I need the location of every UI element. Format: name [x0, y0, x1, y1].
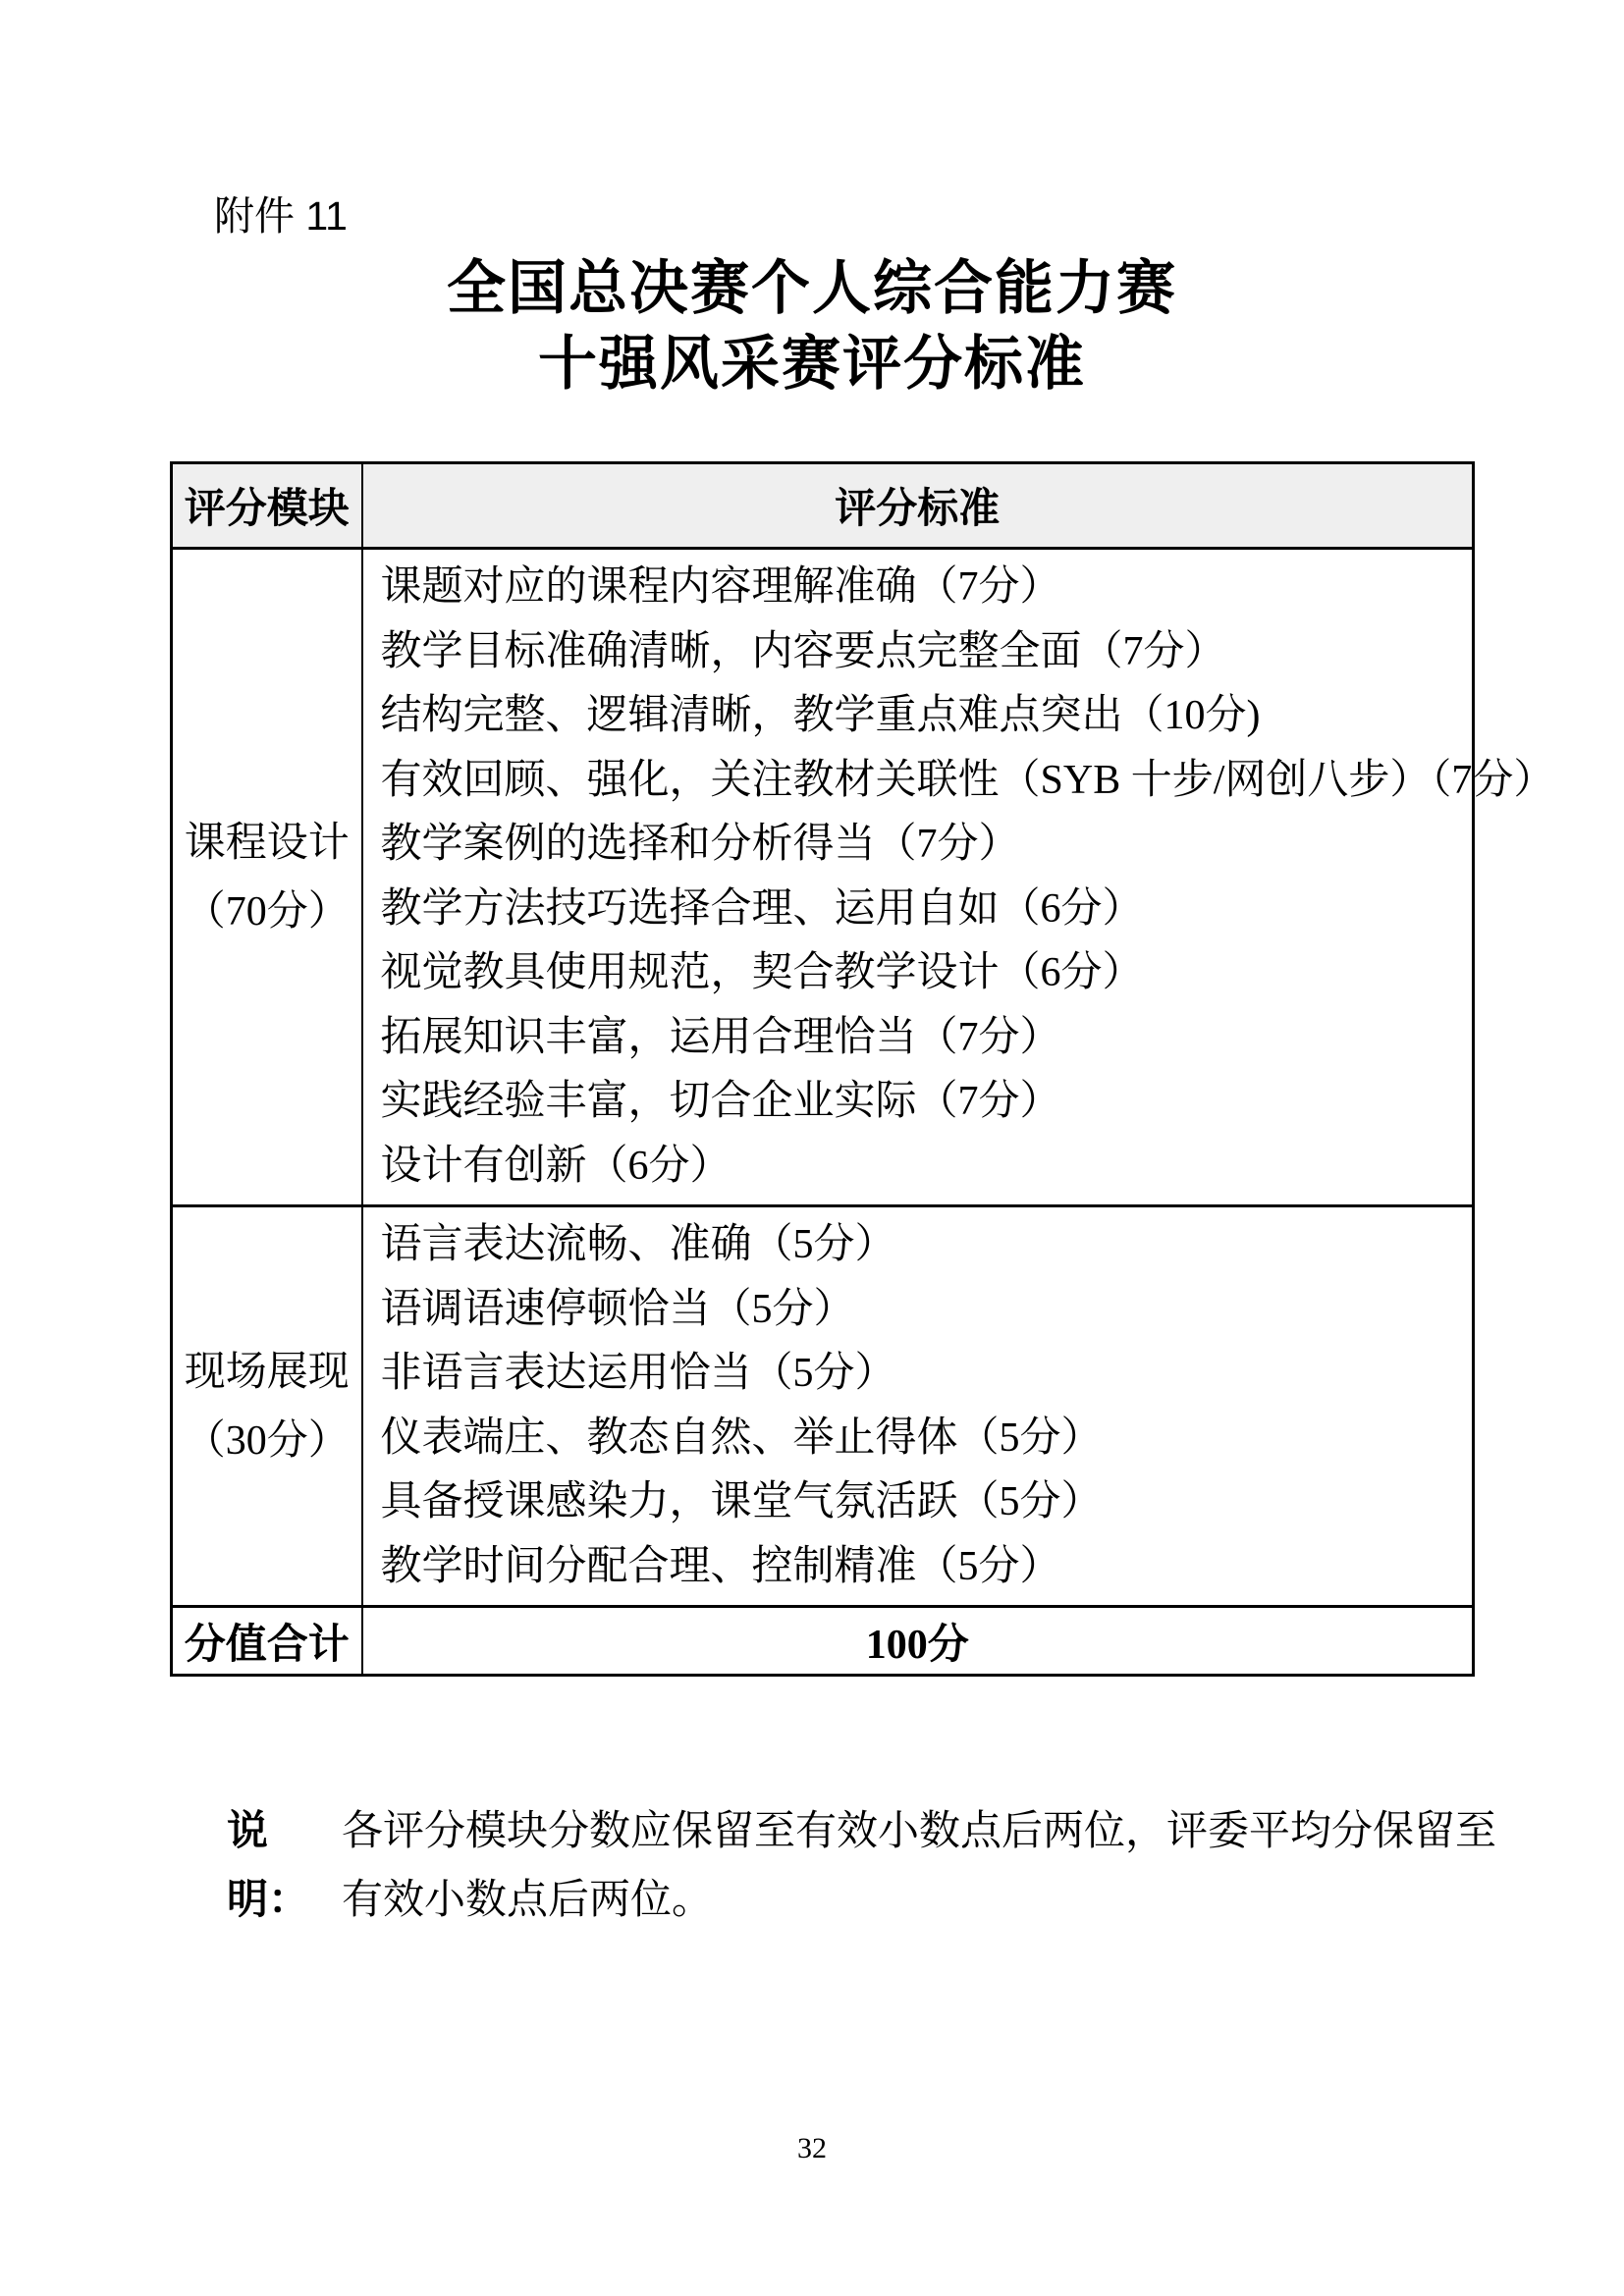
total-value: 100分 — [362, 1607, 1474, 1676]
criteria-cell-course-design — [362, 549, 1555, 1206]
criterion-item: 具备授课感染力，课堂气氛活跃（5分） — [380, 1479, 1103, 1524]
module-score: （70分） — [184, 888, 350, 934]
scoring-table — [170, 461, 1555, 1677]
criterion-item: 有效回顾、强化，关注教材关联性（SYB 十步/网创八步）（7分） — [380, 757, 1555, 803]
title-line-2: 十强风采赛评分标准 — [538, 332, 1086, 397]
criterion-item: 教学方法技巧选择合理、运用自如（6分） — [380, 885, 1144, 932]
module-name: 现场展现 — [184, 1349, 350, 1395]
note — [227, 1797, 1496, 1935]
criterion-item: 设计有创新（6分） — [380, 1143, 731, 1189]
criterion-item: 结构完整、逻辑清晰，教学重点难点突出（10分) — [380, 693, 1261, 738]
criterion-item: 教学目标准确清晰，内容要点完整全面（7分） — [380, 628, 1226, 674]
header-criteria: 评分标准 — [362, 463, 1474, 549]
note-body — [342, 1797, 1496, 1935]
module-cell-live-performance — [172, 1206, 362, 1607]
module-cell-course-design — [172, 549, 362, 1206]
criterion-item: 教学案例的选择和分析得当（7分） — [380, 822, 1020, 867]
note-line: 有效小数点后两位。 — [342, 1878, 714, 1923]
table-row-live-performance — [172, 1206, 1474, 1607]
total-label: 分值合计 — [172, 1607, 362, 1676]
criterion-item: 拓展知识丰富，运用合理恰当（7分） — [380, 1014, 1061, 1060]
criterion-item: 仪表端庄、教态自然、举止得体（5分） — [380, 1415, 1103, 1461]
note-label: 说明： — [227, 1809, 310, 1923]
title-line-1: 全国总决赛个人综合能力赛 — [447, 256, 1177, 321]
table-row-total — [172, 1607, 1474, 1676]
criterion-item: 实践经验丰富，切合企业实际（7分） — [380, 1079, 1061, 1124]
note-line: 各评分模块分数应保留至有效小数点后两位，评委平均分保留至 — [342, 1809, 1497, 1854]
criterion-item: 语言表达流畅、准确（5分） — [380, 1222, 896, 1267]
table-header-row — [172, 463, 1474, 549]
criterion-item: 语调语速停顿恰当（5分） — [380, 1286, 855, 1332]
page-number: 32 — [797, 2132, 827, 2164]
criterion-item: 视觉教具使用规范，契合教学设计（6分） — [380, 950, 1144, 995]
module-name: 课程设计 — [184, 820, 350, 866]
module-score: （30分） — [184, 1417, 350, 1464]
criterion-item: 非语言表达运用恰当（5分） — [380, 1351, 896, 1396]
criterion-item: 课题对应的课程内容理解准确（7分） — [380, 564, 1061, 610]
attachment-label: 附件 11 — [214, 193, 348, 239]
header-module: 评分模块 — [172, 463, 362, 549]
criterion-item: 教学时间分配合理、控制精准（5分） — [380, 1543, 1061, 1589]
document-title — [0, 251, 1624, 402]
table-row-course-design — [172, 549, 1474, 1206]
criteria-cell-live-performance — [362, 1206, 1474, 1607]
